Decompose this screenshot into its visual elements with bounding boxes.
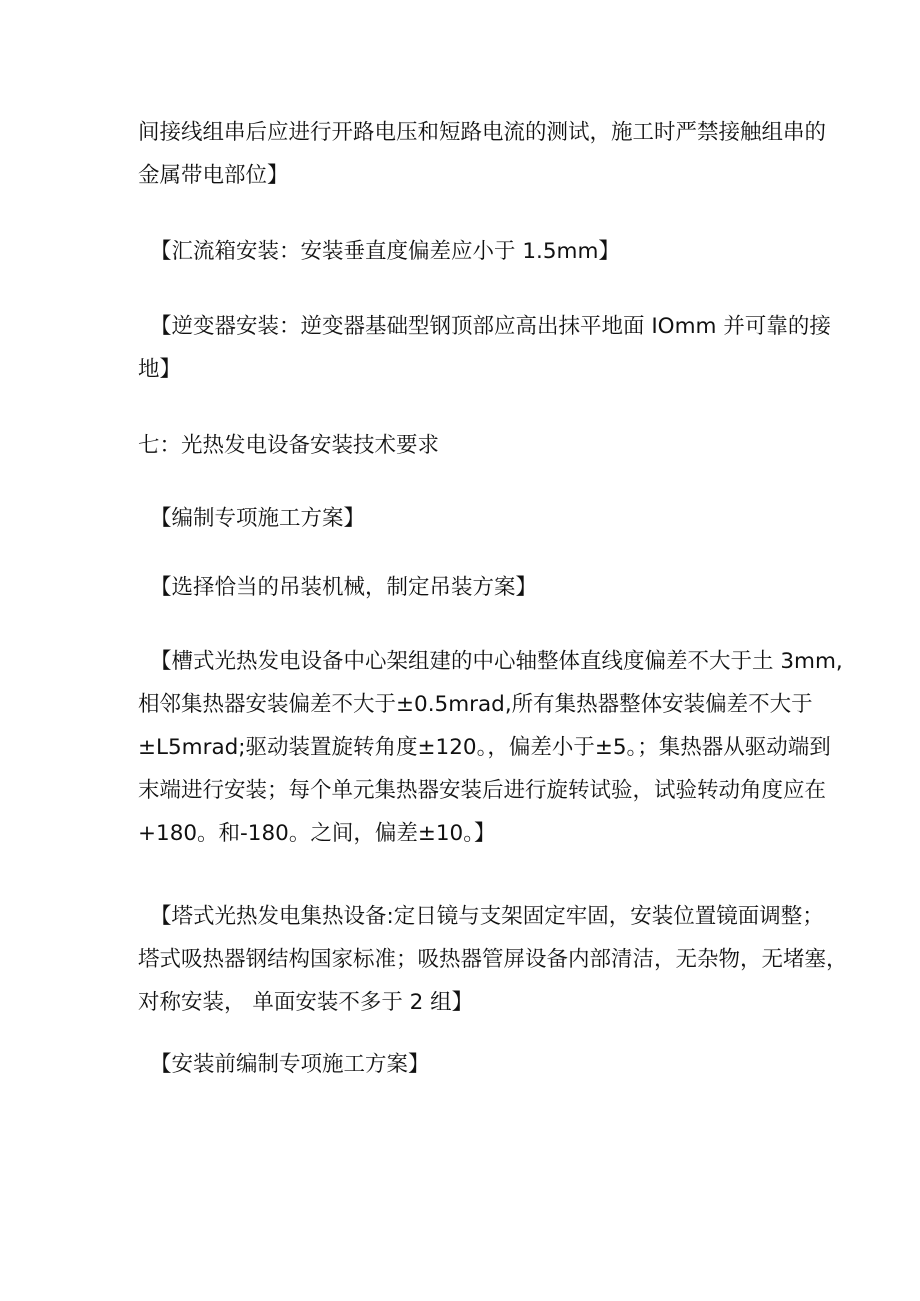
text-line: 【选择恰当的吊装机械，制定吊装方案】 [150, 575, 538, 600]
paragraph-tower-solar [138, 895, 848, 1024]
paragraph-string-test-end [138, 111, 827, 197]
text-line: 【安装前编制专项施工方案】 [150, 1052, 430, 1077]
text-line: 末端进行安装；每个单元集热器安装后进行旋转试验，试验转动角度应在 [138, 778, 827, 803]
text-line: 金属带电部位】 [138, 163, 289, 188]
text-line: 【逆变器安装：逆变器基础型钢顶部应高出抹平地面 IOmm 并可靠的接 [150, 314, 831, 339]
text-line: 间接线组串后应进行开路电压和短路电流的测试，施工时严禁接触组串的 [138, 120, 827, 145]
text-line: 【槽式光热发电设备中心架组建的中心轴整体直线度偏差不大于土 3mm, [150, 649, 843, 674]
text-line: 对称安装， 单面安装不多于 2 组】 [138, 990, 474, 1015]
text-line: 地】 [138, 357, 182, 382]
text-line: 【汇流箱安装：安装垂直度偏差应小于 1.5mm】 [150, 239, 620, 264]
text-line: 相邻集热器安装偏差不大于±0.5mrad,所有集热器整体安装偏差不大于 [138, 692, 813, 717]
text-line: 【塔式光热发电集热设备:定日镜与支架固定牢固，安装位置镜面调整； [150, 904, 824, 929]
text-line: 塔式吸热器钢结构国家标准；吸热器管屏设备内部清洁，无杂物，无堵塞， [138, 947, 848, 972]
paragraph-special-plan [138, 497, 798, 540]
paragraph-trough-solar [138, 640, 843, 855]
text-line: ±L5mrad;驱动装置旋转角度±120。，偏差小于±5。；集热器从驱动端到 [138, 735, 831, 760]
section-heading [138, 424, 798, 467]
paragraph-lifting [138, 566, 798, 609]
paragraph-combiner-box [138, 230, 798, 273]
text-line: +180。和-180。之间，偏差±10。】 [138, 821, 496, 846]
text-line: 【编制专项施工方案】 [150, 506, 366, 531]
paragraph-inverter [138, 305, 831, 391]
paragraph-pre-install-plan [138, 1043, 798, 1086]
section-heading-text: 七：光热发电设备安装技术要求 [138, 433, 440, 458]
